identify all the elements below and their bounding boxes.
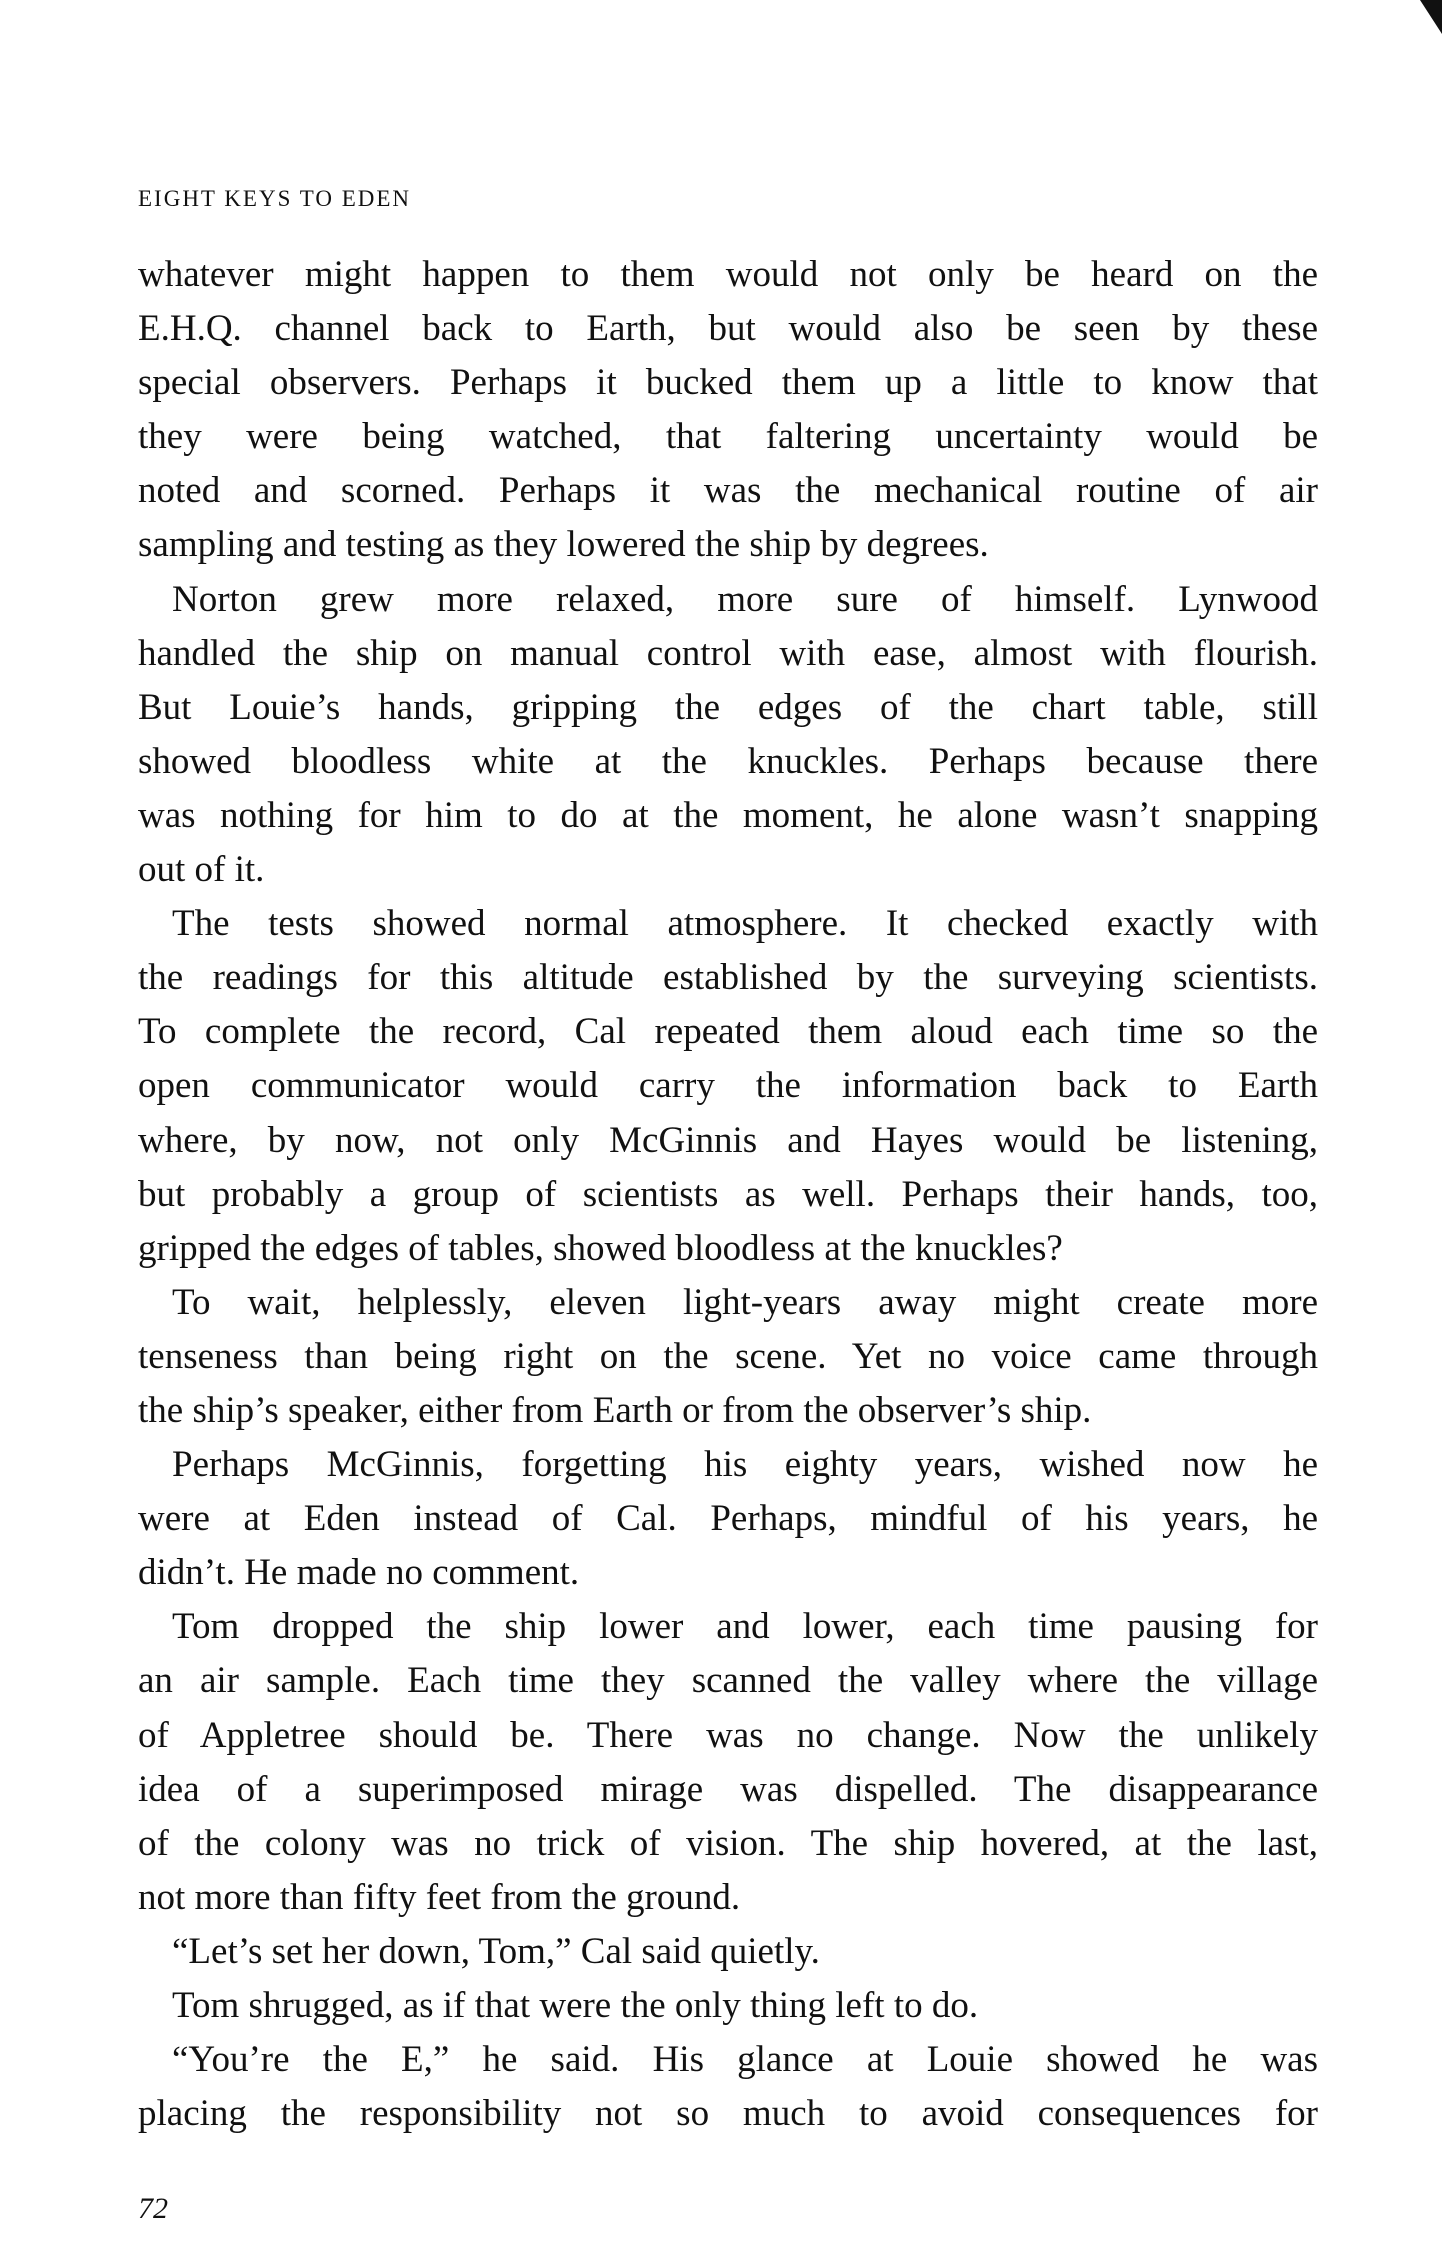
text-line: idea of a superimposed mirage was dispelled. The disappearance (138, 1768, 1318, 1810)
paragraph (138, 2033, 1318, 2141)
text-line: E.H.Q. channel back to Earth, but would also be seen by these (138, 308, 1318, 350)
text-line: Perhaps McGinnis, forgetting his eighty years, wished now he (172, 1444, 1318, 1486)
text-line: “Let’s set her down, Tom,” Cal said quietly. (172, 1930, 820, 1972)
text-line: sampling and testing as they lowered the ship by degrees. (138, 524, 989, 566)
paragraph (138, 897, 1318, 1276)
text-line: open communicator would carry the information back to Earth (138, 1065, 1318, 1107)
text-line: the readings for this altitude established by the surveying scientists. (138, 957, 1318, 999)
text-line: gripped the edges of tables, showed bloodless at the knuckles? (138, 1227, 1063, 1269)
text-line: didn’t. He made no comment. (138, 1552, 580, 1594)
running-head: EIGHT KEYS TO EDEN (138, 186, 412, 211)
text-line: but probably a group of scientists as well. Perhaps their hands, too, (138, 1173, 1318, 1215)
text-line: an air sample. Each time they scanned the valley where the village (138, 1660, 1318, 1702)
page-number: 72 (138, 2192, 168, 2225)
scan-corner-mark (1420, 0, 1442, 34)
text-line: tenseness than being right on the scene. Yet no voice came through (138, 1335, 1318, 1377)
text-line: placing the responsibility not so much to avoid consequences for (138, 2093, 1318, 2135)
text-line: But Louie’s hands, gripping the edges of the chart table, still (138, 686, 1318, 728)
text-line: Tom shrugged, as if that were the only thing left to do. (172, 1985, 979, 2026)
text-line: were at Eden instead of Cal. Perhaps, mindful of his years, he (138, 1498, 1318, 1540)
text-line: the ship’s speaker, either from Earth or from the observer’s ship. (138, 1389, 1092, 1431)
text-line: The tests showed normal atmosphere. It checked exactly with (172, 903, 1318, 945)
text-line: of Appletree should be. There was no change. Now the unlikely (138, 1714, 1318, 1756)
text-line: handled the ship on manual control with ease, almost with flourish. (138, 632, 1318, 674)
text-line: To wait, helplessly, eleven light-years away might create more (172, 1281, 1318, 1323)
text-line: Tom dropped the ship lower and lower, each time pausing for (172, 1606, 1318, 1648)
text-line: whatever might happen to them would not only be heard on the (138, 254, 1318, 295)
body-text (138, 248, 1318, 2141)
paragraph (138, 1276, 1318, 1438)
text-line: where, by now, not only McGinnis and Hayes would be listening, (138, 1119, 1318, 1161)
paragraph (138, 1600, 1318, 1925)
paragraph (138, 1979, 1318, 2033)
paragraph (138, 248, 1318, 573)
text-line: noted and scorned. Perhaps it was the mechanical routine of air (138, 470, 1318, 512)
text-line: special observers. Perhaps it bucked them up a little to know that (138, 362, 1318, 404)
paragraph (138, 1925, 1318, 1979)
paragraph (138, 1438, 1318, 1600)
text-line: “You’re the E,” he said. His glance at Louie showed he was (172, 2039, 1318, 2081)
text-line: not more than fifty feet from the ground. (138, 1876, 741, 1918)
paragraph (138, 573, 1318, 898)
text-line: Norton grew more relaxed, more sure of himself. Lynwood (172, 578, 1318, 620)
text-line: they were being watched, that faltering uncertainty would be (138, 416, 1318, 458)
text-line: of the colony was no trick of vision. The ship hovered, at the last, (138, 1822, 1318, 1864)
text-line: was nothing for him to do at the moment, he alone wasn’t snapping (138, 794, 1318, 836)
text-line: showed bloodless white at the knuckles. Perhaps because there (138, 740, 1318, 782)
text-line: To complete the record, Cal repeated them aloud each time so the (138, 1011, 1318, 1053)
text-line: out of it. (138, 849, 265, 891)
